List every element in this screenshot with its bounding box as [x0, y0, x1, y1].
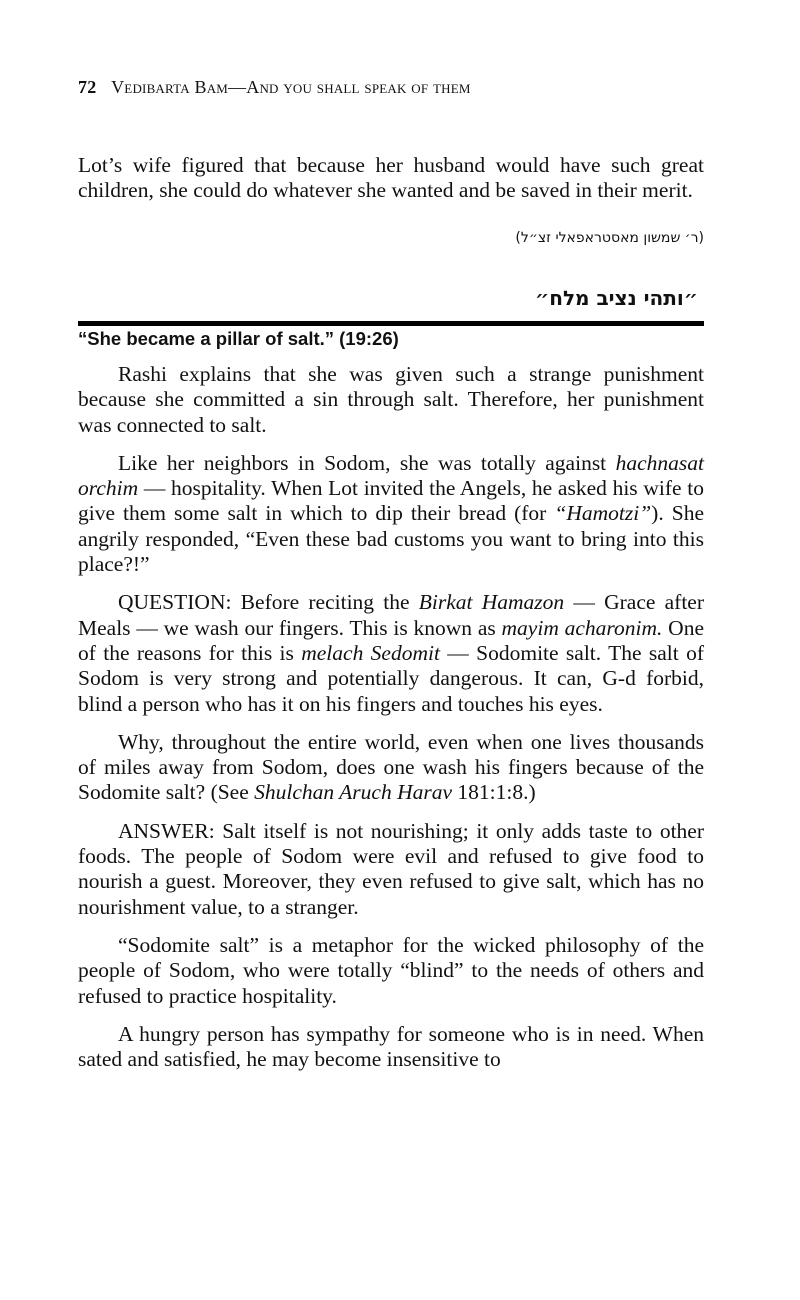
text-run: ). She angrily responded, “Even these bad customs you want to bring into this place?!” [78, 501, 704, 577]
text-run: One of the reasons for this is [78, 615, 704, 665]
paragraph-neighbors [78, 451, 704, 577]
text-run: Like her neighbors in Sodom, she was totally against [118, 450, 616, 475]
italic-term: melach Sedomit [301, 640, 440, 665]
verse-heading: “She became a pillar of salt.” (19:26) [78, 328, 399, 349]
text-run: QUESTION: Before reciting the [118, 590, 419, 615]
italic-term: Shulchan Aruch Harav [254, 780, 453, 805]
paragraph-metaphor: “Sodomite salt” is a metaphor for the wicked philosophy of the people of Sodom, who were totally “blind” to the needs of others and refused to practice hospitality. [78, 932, 704, 1008]
italic-term: mayim acharonim. [501, 615, 663, 640]
intro-block [78, 153, 704, 204]
source-attribution: (ר׳ שמשון מאסטראפאלי זצ״ל) [515, 230, 704, 246]
text-run: — hospitality. When Lot invited the Angels, he asked his wife to give them some salt in which to dip their bread (for [78, 476, 704, 526]
text-run: — Sodomite salt. The salt of Sodom is very strong and potentially dangerous. It can, G-d forbid, blind a person who has it on his fingers and touches his eyes. [78, 640, 704, 716]
paragraph-why [78, 730, 704, 806]
text-run: — Grace after Meals — we wash our fingers. This is known as [78, 590, 704, 640]
book-title: Vedibarta Bam—And you shall speak of them [111, 77, 471, 97]
italic-term: Birkat Hamazon [418, 590, 565, 615]
paragraph-question [78, 590, 704, 716]
italic-term: hachnasat orchim [78, 450, 704, 501]
running-head [78, 77, 471, 98]
paragraph-hungry: A hungry person has sympathy for someone who is in need. When sated and satisfied, he may become insensitive to [78, 1021, 704, 1072]
paragraph-rashi: Rashi explains that she was given such a strange punishment because she committed a sin through salt. Therefore, her punishment was connected to salt. [78, 362, 704, 437]
italic-term: “Hamotzi” [554, 501, 652, 526]
paragraph-answer: ANSWER: Salt itself is not nourishing; it only adds taste to other foods. The people of Sodom were evil and refused to give food to nourish a guest. Moreover, they even refused to give salt, which has no nourishment value, to a stranger. [78, 818, 704, 919]
page-number: 72 [78, 77, 97, 97]
hebrew-section-heading: ״ותהי נציב מלח״ [535, 286, 698, 310]
main-text [78, 362, 704, 1072]
text-run: 181:1:8.) [452, 780, 536, 805]
section-divider [78, 321, 704, 326]
intro-paragraph: Lot’s wife figured that because her husband would have such great children, she could do whatever she wanted and be saved in their merit. [78, 153, 704, 203]
text-run: Why, throughout the entire world, even when one lives thousands of miles away from Sodom, does one wash his fingers because of the Sodomite salt? (See [78, 729, 704, 805]
